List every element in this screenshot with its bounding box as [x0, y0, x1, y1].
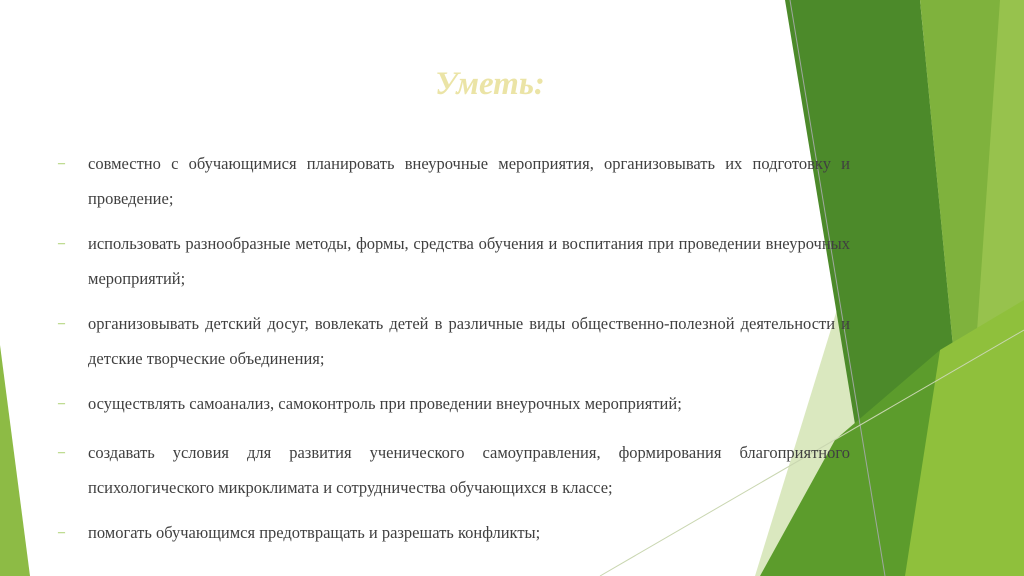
left-green-sliver [0, 345, 30, 576]
list-item [58, 435, 850, 505]
list-item [58, 306, 850, 376]
bullet-marker: – [58, 445, 65, 460]
list-item [58, 226, 850, 296]
bullet-list [58, 146, 850, 560]
list-item [58, 146, 850, 216]
bullet-marker: – [58, 156, 65, 171]
list-item-text: создавать условия для развития ученического самоуправления, формирования благоприятного психологического микроклимата и сотрудничества обучающихся в классе; [88, 443, 850, 497]
bullet-marker: – [58, 236, 65, 251]
list-item-text: организовывать детский досуг, вовлекать детей в различные виды общественно-полезной деятельности и детские творческие объединения; [88, 314, 850, 368]
slide-title: Уметь: [435, 66, 545, 102]
list-item-text: осуществлять самоанализ, самоконтроль при проведении внеурочных мероприятий; [88, 394, 682, 413]
bullet-marker: – [58, 316, 65, 331]
list-item-text: помогать обучающимся предотвращать и разрешать конфликты; [88, 523, 541, 542]
bullet-marker: – [58, 396, 65, 411]
list-item-text: совместно с обучающимися планировать внеурочные мероприятия, организовывать их подготовку и проведение; [88, 154, 850, 208]
list-item [58, 386, 850, 421]
list-item [58, 515, 850, 550]
list-item-text: использовать разнообразные методы, формы, средства обучения и воспитания при проведении внеурочных мероприятий; [88, 234, 850, 288]
bullet-marker: – [58, 525, 65, 540]
